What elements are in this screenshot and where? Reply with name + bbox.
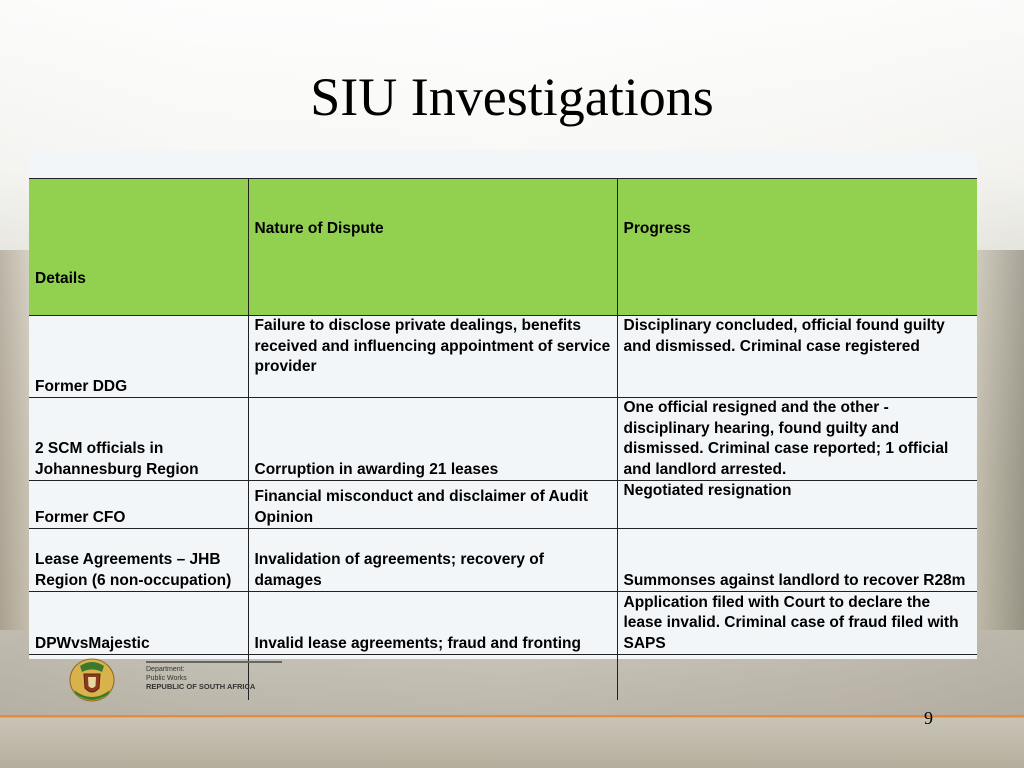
header-details: Details <box>29 179 248 316</box>
cell-details: Former CFO <box>29 481 248 529</box>
department-country: REPUBLIC OF SOUTH AFRICA <box>146 682 256 691</box>
department-divider <box>146 661 282 663</box>
cell-progress: Summonses against landlord to recover R28m <box>617 529 977 592</box>
cell-nature-of-dispute: Failure to disclose private dealings, benefits received and influencing appointment of service provider <box>248 316 617 398</box>
cell-progress: Application filed with Court to declare the lease invalid. Criminal case of fraud filed with SAPS <box>617 592 977 655</box>
investigations-table-container <box>29 150 977 659</box>
background-ground <box>0 718 1024 768</box>
cell-details: Former DDG <box>29 316 248 398</box>
table-row <box>29 592 977 655</box>
background-building-left <box>0 250 30 630</box>
cell-details: Lease Agreements – JHB Region (6 non-occupation) <box>29 529 248 592</box>
cell-details: DPWvsMajestic <box>29 592 248 655</box>
cell-nature-of-dispute: Invalid lease agreements; fraud and fronting <box>248 592 617 655</box>
cell-nature-of-dispute: Corruption in awarding 21 leases <box>248 398 617 481</box>
cell-details: 2 SCM officials in Johannesburg Region <box>29 398 248 481</box>
table-row <box>29 398 977 481</box>
table-row <box>29 481 977 529</box>
table-row <box>29 529 977 592</box>
coat-of-arms-icon <box>66 656 118 702</box>
header-progress: Progress <box>617 179 977 316</box>
cell-nature-of-dispute: Financial misconduct and disclaimer of Audit Opinion <box>248 481 617 529</box>
table-row <box>29 316 977 398</box>
department-logo <box>66 656 306 702</box>
department-name <box>146 666 255 692</box>
department-label: Department: <box>146 666 185 673</box>
table-spacer-row <box>29 150 977 179</box>
background-building-right <box>976 250 1024 630</box>
table-header-row <box>29 179 977 316</box>
footer-rule <box>0 715 1024 717</box>
cell-progress: Disciplinary concluded, official found guilty and dismissed. Criminal case registered <box>617 316 977 398</box>
department-public-works: Public Works <box>146 674 187 682</box>
slide-title: SIU Investigations <box>310 67 714 127</box>
cell-progress: Negotiated resignation <box>617 481 977 529</box>
header-nature-of-dispute: Nature of Dispute <box>248 179 617 316</box>
investigations-table <box>29 150 977 700</box>
cell-nature-of-dispute: Invalidation of agreements; recovery of damages <box>248 529 617 592</box>
page-number: 9 <box>924 708 933 728</box>
cell-progress: One official resigned and the other - disciplinary hearing, found guilty and dismissed. Criminal case reported; 1 official and landlord arrested. <box>617 398 977 481</box>
